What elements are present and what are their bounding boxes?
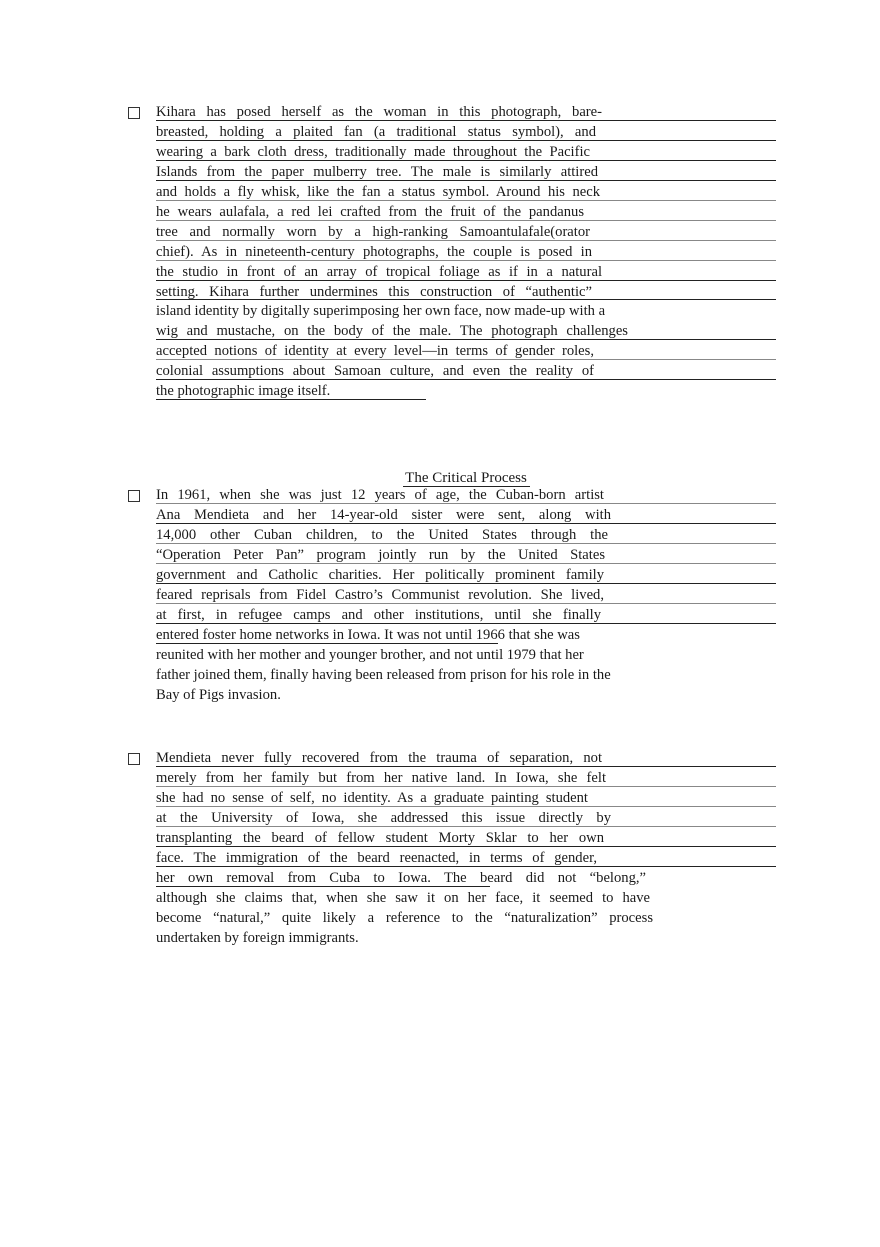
underline-rule [156,543,776,544]
paragraph-line: father joined them, finally having been released from prison for his role in the [156,667,611,683]
underline-rule [156,603,776,604]
paragraph-line: wig and mustache, on the body of the male. The photograph challenges [156,323,628,339]
paragraph-line: wearing a bark cloth dress, traditionally made throughout the Pacific [156,144,590,160]
underline-rule [156,806,776,807]
paragraph-line: Bay of Pigs invasion. [156,687,281,703]
paragraph-line: breasted, holding a plaited fan (a traditional status symbol), and [156,124,596,140]
square-bullet-icon [128,107,140,119]
underline-rule [156,866,776,867]
paragraph-line: Islands from the paper mulberry tree. The male is similarly attired [156,164,598,180]
section-heading: The Critical Process [405,470,527,486]
paragraph-line: Ana Mendieta and her 14-year-old sister were sent, along with [156,507,611,523]
paragraph-line: accepted notions of identity at every level—in terms of gender roles, [156,343,594,359]
underline-rule [156,503,776,504]
paragraph-line: the studio in front of an array of tropical foliage as if in a natural [156,264,602,280]
square-bullet-icon [128,753,140,765]
paragraph-line: Mendieta never fully recovered from the trauma of separation, not [156,750,602,766]
paragraph-line: 14,000 other Cuban children, to the United States through the [156,527,608,543]
underline-rule [156,846,776,847]
paragraph-line: face. The immigration of the beard reenacted, in terms of gender, [156,850,597,866]
paragraph-line: he wears aulafala, a red lei crafted from the fruit of the pandanus [156,204,584,220]
paragraph-line: chief). As in nineteenth-century photographs, the couple is posed in [156,244,592,260]
paragraph-line: her own removal from Cuba to Iowa. The beard did not “belong,” [156,870,646,886]
paragraph-line: although she claims that, when she saw it on her face, it seemed to have [156,890,650,906]
paragraph-line: merely from her family but from her native land. In Iowa, she felt [156,770,606,786]
paragraph-line: Kihara has posed herself as the woman in this photograph, bare- [156,104,602,120]
underline-rule [156,826,776,827]
underline-rule [156,523,776,524]
underline-rule [156,766,776,767]
paragraph-line: colonial assumptions about Samoan culture, and even the reality of [156,363,594,379]
underline-rule [156,200,776,201]
paragraph-line: at the University of Iowa, she addressed this issue directly by [156,810,611,826]
underline-rule [156,786,776,787]
paragraph-line: government and Catholic charities. Her politically prominent family [156,567,604,583]
paragraph-line: reunited with her mother and younger brother, and not until 1979 that her [156,647,584,663]
paragraph-line: tree and normally worn by a high-ranking Samoantulafale(orator [156,224,590,240]
paragraph-line: she had no sense of self, no identity. As a graduate painting student [156,790,588,806]
underline-rule [156,140,776,141]
paragraph-line: the photographic image itself. [156,383,331,399]
underline-rule [156,299,776,300]
underline-rule [156,379,776,380]
paragraph-line: “Operation Peter Pan” program jointly run by the United States [156,547,605,563]
underline-rule [156,643,498,644]
underline-rule [156,359,776,360]
underline-rule [156,180,776,181]
paragraph-line: at first, in refugee camps and other institutions, until she finally [156,607,601,623]
underline-rule [156,563,776,564]
underline-rule [156,583,776,584]
paragraph-line: transplanting the beard of fellow student Morty Sklar to her own [156,830,604,846]
paragraph-line: setting. Kihara further undermines this construction of “authentic” [156,284,592,300]
paragraph-line: feared reprisals from Fidel Castro’s Communist revolution. She lived, [156,587,604,603]
underline-rule [156,886,490,887]
underline-rule [156,220,776,221]
paragraph-line: entered foster home networks in Iowa. It was not until 1966 that she was [156,627,580,643]
paragraph-line: In 1961, when she was just 12 years of age, the Cuban-born artist [156,487,604,503]
underline-rule [156,280,776,281]
underline-rule [156,240,776,241]
paragraph-line: island identity by digitally superimposing her own face, now made-up with a [156,303,606,319]
square-bullet-icon [128,490,140,502]
paragraph-line: become “natural,” quite likely a reference to the “naturalization” process [156,910,653,926]
underline-rule [156,399,426,400]
underline-rule [156,260,776,261]
underline-rule [156,160,776,161]
paragraph-line: and holds a fly whisk, like the fan a status symbol. Around his neck [156,184,600,200]
paragraph-line: undertaken by foreign immigrants. [156,930,359,946]
underline-rule [156,623,776,624]
underline-rule [156,339,776,340]
underline-rule [156,120,776,121]
